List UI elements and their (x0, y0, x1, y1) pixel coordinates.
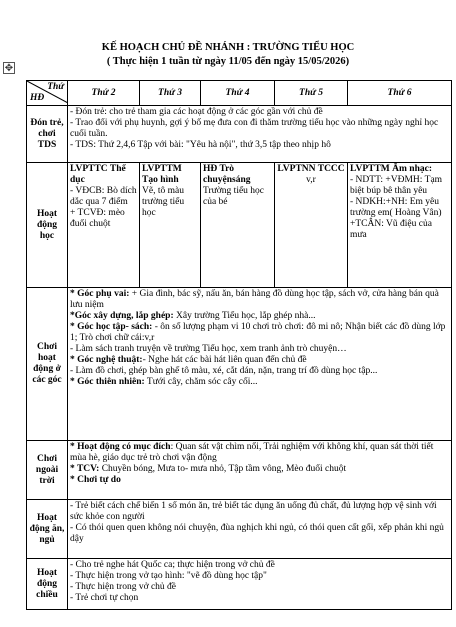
item-text: + Gia đình, bác sỹ, nấu ăn, bán hàng đồ dùng học tập, sách vở, cửa hàng bán quà lưu niệm (70, 289, 439, 310)
item-text: - Làm sách tranh truyện về trường Tiểu học, xem tranh ảnh trò chuyện… (70, 344, 347, 354)
row-label: Chơi hoạt động ở các góc (27, 288, 68, 441)
cell-fri (348, 163, 452, 288)
text-line: - Trẻ biết cách chế biến 1 số món ăn, trẻ biết tác dụng ăn uống đủ chất, đủ lượng hợp vệ sinh với sức khỏe con người (70, 501, 437, 522)
text-line: + TCVĐ: mèo đuổi chuột (70, 208, 125, 229)
day-header: Thứ 4 (201, 81, 275, 106)
row-chieu (27, 559, 452, 610)
subject-title: LVPTTC Thể dục (70, 164, 126, 185)
corner-cell (27, 81, 68, 106)
item-heading: * TCV: (70, 464, 100, 474)
row-an-ngu (27, 500, 452, 559)
item-text: Chuyền bóng, Mưa to- mưa nhỏ, Tập tầm vông, Mèo đuổi chuột (99, 464, 347, 474)
day-header: Thứ 6 (348, 81, 452, 106)
row-content (68, 441, 452, 500)
list-item (70, 475, 449, 486)
day-header: Thứ 5 (275, 81, 348, 106)
subject-title: LVPTTM Tạo hình (142, 164, 182, 185)
list-item (70, 442, 449, 464)
list-item (70, 377, 449, 388)
item-text: Tưới cây, chăm sóc cây cối... (144, 377, 258, 387)
text-line: - Thực hiện trong vở chủ đề (70, 582, 177, 592)
item-text: : Quan sát vật chìm nổi, Trải nghiệm với không khí, quan sát thời tiết mùa hè, giáo dục trẻ trò chơi vận động (70, 442, 434, 463)
row-don-tre (27, 106, 452, 163)
item-text: - Làm đồ chơi, ghép bàn ghế tô màu, xé, cắt dán, nặn, trang trí đồ dùng học tập... (70, 366, 378, 376)
row-content (68, 106, 452, 163)
text-line: v,r (306, 175, 316, 185)
text-line: - NDKH:+NH: Em yêu trường em( Hoàng Vân) (350, 197, 442, 218)
cell-tue (140, 163, 201, 288)
list-item (70, 464, 449, 475)
text-line: - Trẻ chơi tự chọn (70, 593, 139, 603)
item-heading: * Góc nghệ thuật: (70, 355, 143, 365)
plan-table (26, 80, 452, 610)
list-item (70, 322, 449, 344)
item-heading: * Hoạt động có mục đích (70, 442, 171, 452)
item-heading: * Góc thiên nhiên: (70, 377, 145, 387)
subject-title: LVPTNN TCCC (277, 164, 345, 174)
text-line: - Cho trẻ nghe hát Quốc ca; thực hiện trong vở chủ đề (70, 560, 275, 570)
item-heading: * Góc phụ vai: (70, 289, 130, 299)
row-content (68, 288, 452, 441)
item-text: - Nghe hát các bài hát liên quan đến chủ đề (142, 355, 307, 365)
day-header: Thứ 2 (68, 81, 140, 106)
row-choi-goc (27, 288, 452, 441)
cell-thu (275, 163, 348, 288)
text-line: Trường tiểu học của bé (203, 186, 265, 207)
text-line: Vẽ, tô màu trường tiểu học (142, 186, 185, 218)
row-label: Hoạt động ăn, ngủ (27, 500, 68, 559)
row-label: Đón trẻ, chơi TDS (27, 106, 68, 163)
list-item (70, 289, 449, 311)
list-item (70, 311, 449, 322)
subject-title: LVPTTM Âm nhạc: (350, 164, 432, 174)
row-hoat-dong-hoc (27, 163, 452, 288)
subject-title: HĐ Trò chuyệnsáng (203, 164, 251, 185)
item-text: - ôn số lượng phạm vi 10 chơi trò chơi: đô mi nô; Nhận biết các đồ dùng lớp 1; Trò chơi chữ cái:v,r (70, 322, 446, 343)
row-label: Hoạt động học (27, 163, 68, 288)
text-line: - Đón trẻ: cho trẻ tham gia các hoạt động ở các góc gần với chủ đề (70, 107, 323, 117)
list-item (70, 355, 449, 366)
table-move-handle-icon[interactable]: ✥ (4, 63, 14, 74)
page-title: KẾ HOẠCH CHỦ ĐỀ NHÁNH : TRƯỜNG TIỂU HỌC (101, 42, 355, 53)
text-line: - VĐCB: Bò dích dắc qua 7 điểm (70, 186, 137, 207)
row-content (68, 500, 452, 559)
text-line: - Có thói quen quen không nói chuyện, đùa nghịch khi ngủ, có thói quen cất gối, xếp phản khi ngủ dậy (70, 523, 444, 544)
page-subtitle: ( Thực hiện 1 tuần từ ngày 11/05 đến ngày 15/05/2026) (106, 56, 350, 67)
row-content (68, 559, 452, 610)
item-heading: * Góc học tập- sách: (70, 322, 153, 332)
header-row (27, 81, 452, 106)
cell-mon (68, 163, 140, 288)
list-item (70, 344, 449, 355)
text-line: - Trao đổi với phụ huynh, gợi ý bố mẹ đưa con đi thăm trường tiểu học vào những ngày nghỉ học cuối tuần. (70, 118, 439, 139)
day-header: Thứ 3 (140, 81, 201, 106)
text-line: +TCÂN: Vũ điệu của mưa (350, 219, 432, 240)
corner-bottom-label: HĐ (30, 93, 45, 103)
item-heading: *Góc xây dựng, lắp ghép: (70, 311, 174, 321)
corner-top-label: Thứ (47, 82, 64, 92)
text-line: - NDTT: +VĐMH: Tạm biệt búp bê thân yêu (350, 175, 443, 196)
row-label: Hoạt động chiều (27, 559, 68, 610)
item-text: Xây trường Tiểu học, lắp ghép nhà... (173, 311, 316, 321)
list-item (70, 366, 449, 377)
row-label: Chơi ngoài trời (27, 441, 68, 500)
cell-wed (201, 163, 275, 288)
text-line: - Thực hiện trong vở tạo hình: "vẽ đồ dùng học tập" (70, 571, 267, 581)
row-choi-ngoai-troi (27, 441, 452, 500)
text-line: - TDS: Thứ 2,4,6 Tập với bài: "Yêu hà nội", thứ 3,5 tập theo nhịp hô (70, 140, 331, 150)
item-heading: * Chơi tự do (70, 475, 121, 485)
